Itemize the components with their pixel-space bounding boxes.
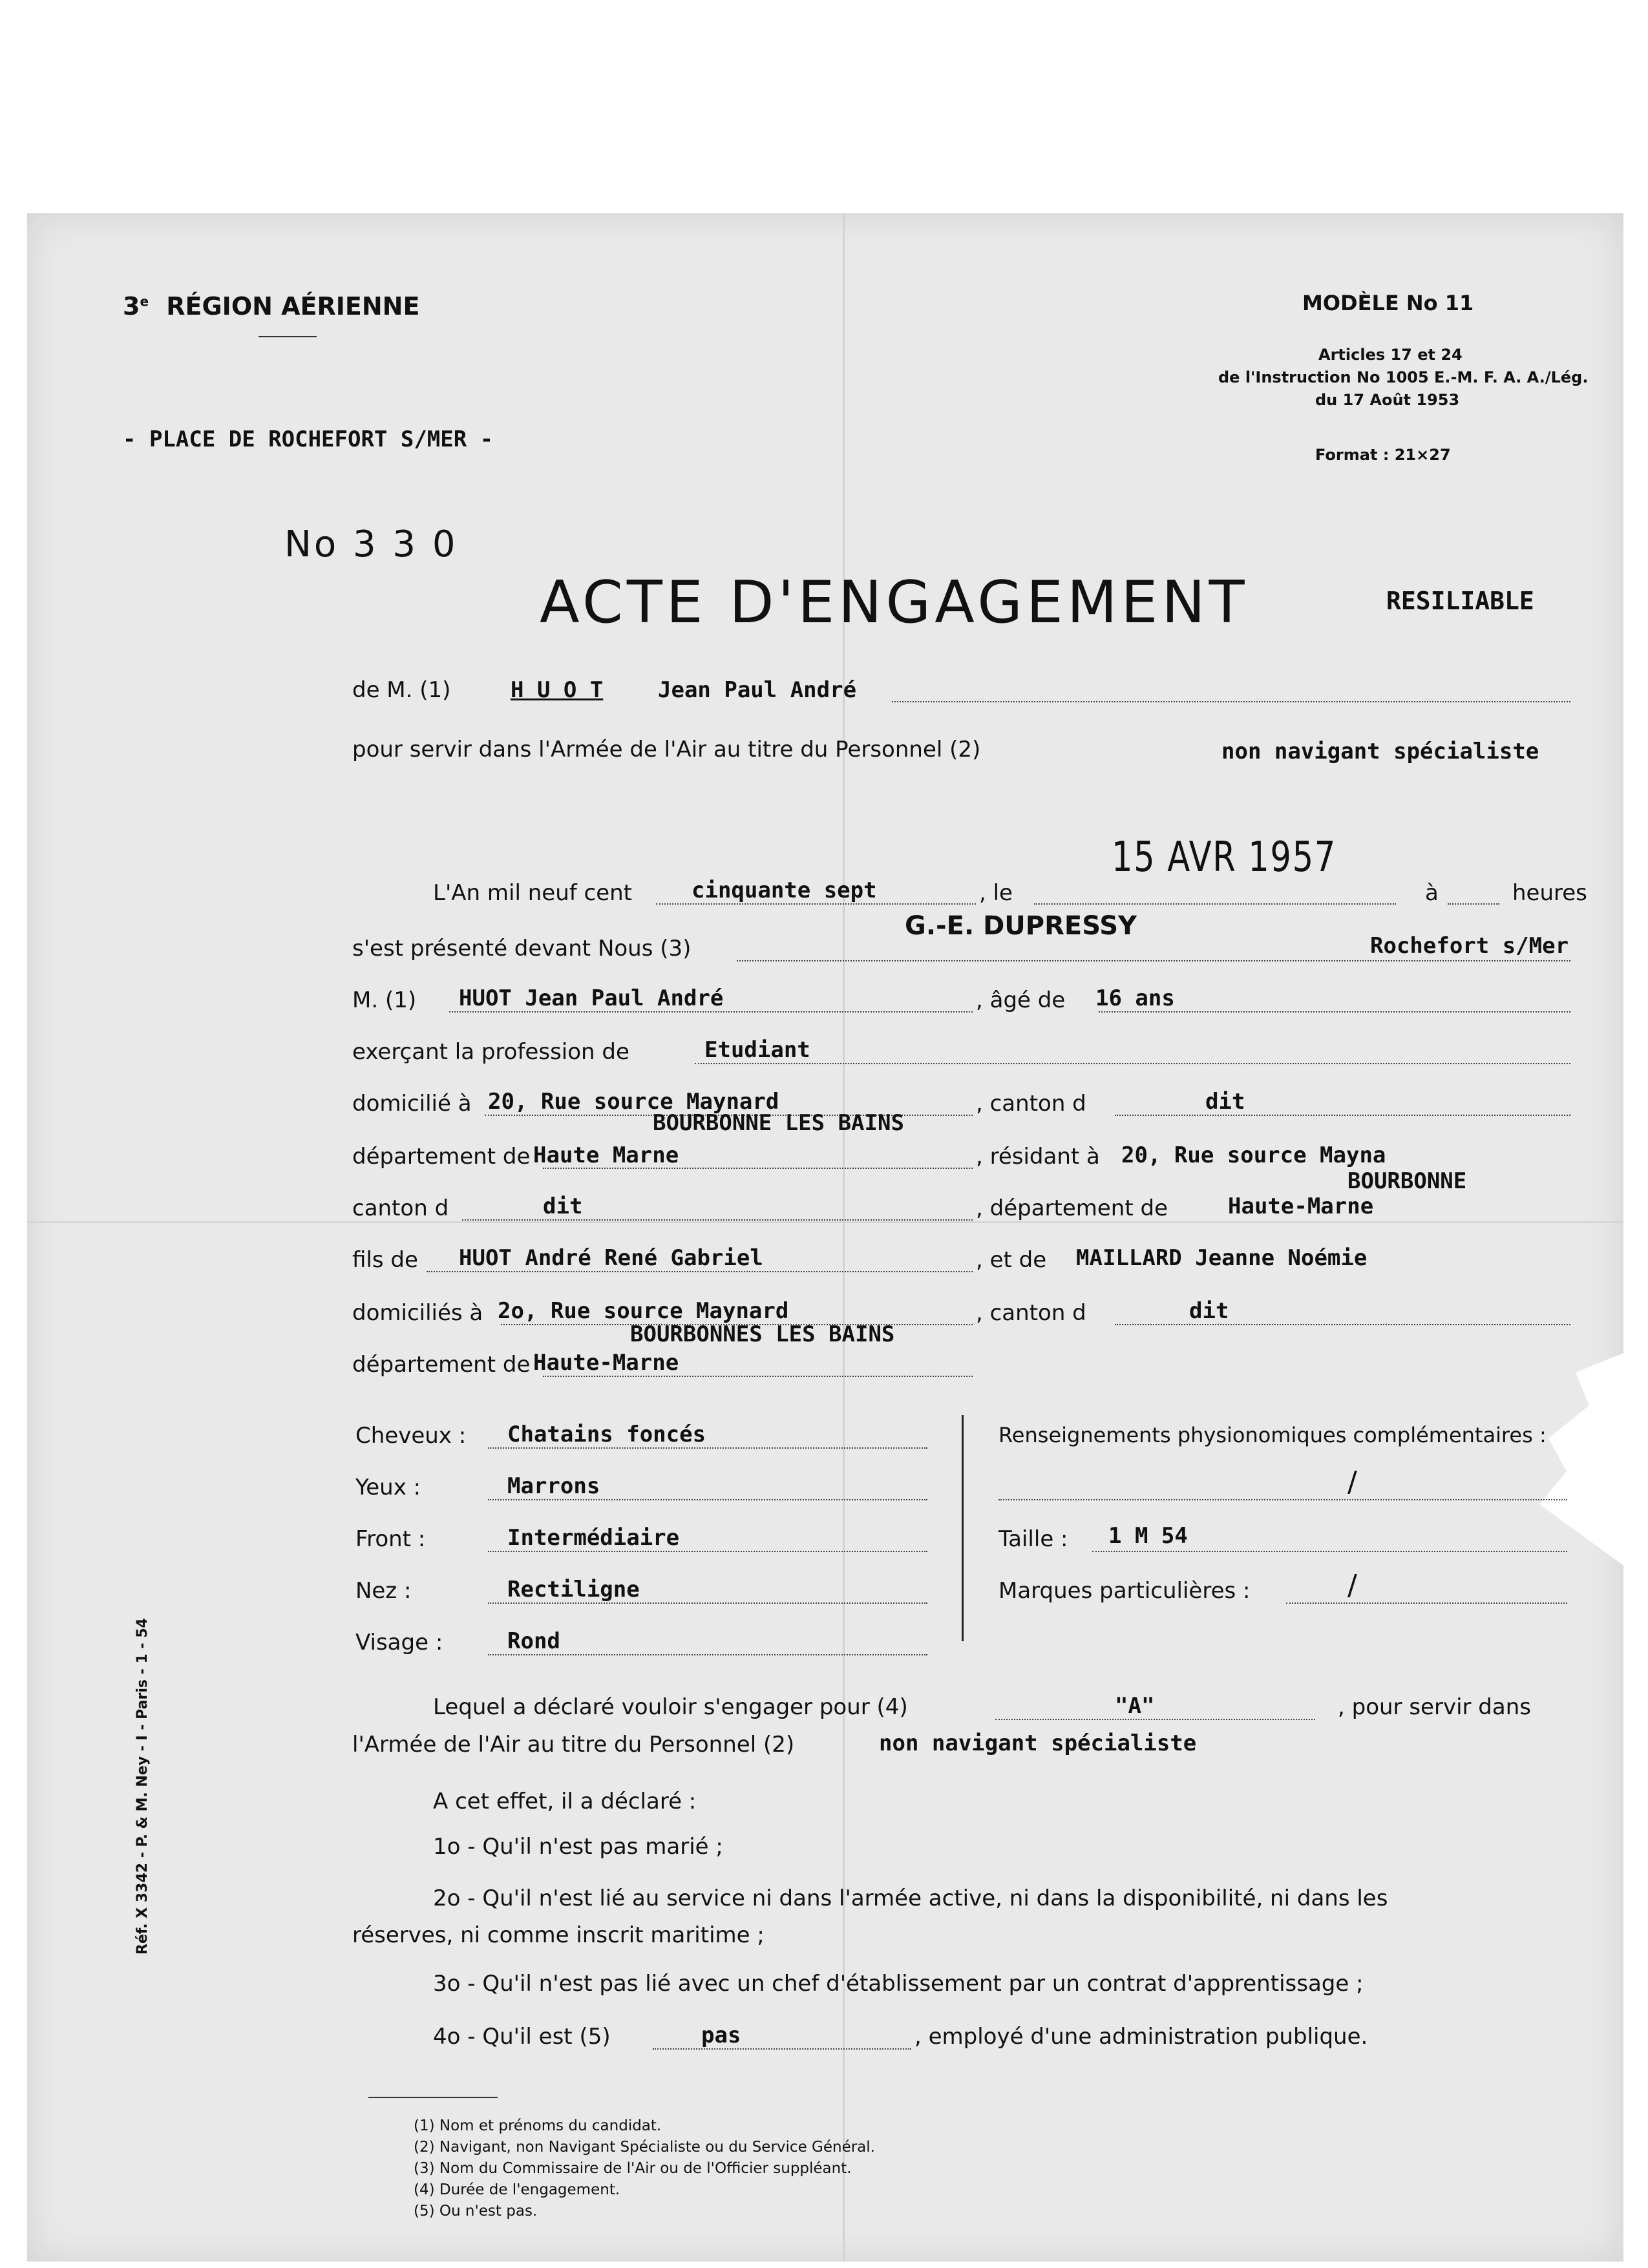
date-stamp: 15 AVR 1957	[1112, 834, 1336, 881]
residant-label: , résidant à	[976, 1144, 1100, 1170]
fold-vertical	[843, 213, 845, 2262]
dotted-line	[892, 701, 1570, 702]
column-divider	[962, 1415, 964, 1641]
format: Format : 21×27	[1315, 446, 1451, 464]
side-reference: Réf. X 3342 - P. & M. Ney - I - Paris - 1 - 54	[134, 1618, 151, 1955]
articles: Articles 17 et 24	[1318, 346, 1463, 364]
departement-label: département de	[352, 1352, 531, 1378]
canton-value: dit	[543, 1193, 583, 1219]
yeux-value: Marrons	[507, 1473, 600, 1499]
domicilies-value: 2o, Rue source Maynard	[498, 1298, 789, 1324]
marques-value: /	[1347, 1569, 1357, 1602]
visage-value: Rond	[507, 1628, 560, 1654]
dotted-line	[488, 1447, 927, 1449]
canton-value: dit	[1205, 1089, 1245, 1115]
domicile-label: domicilié à	[352, 1091, 472, 1117]
nez-value: Rectiligne	[507, 1577, 640, 1602]
departement-label: , département de	[976, 1195, 1168, 1221]
region-sup: e	[140, 293, 149, 310]
title-suffix: RESILIABLE	[1386, 587, 1534, 615]
dotted-line	[488, 1602, 927, 1604]
departement-value: Haute-Marne	[533, 1350, 679, 1376]
canton-label: , canton d	[976, 1300, 1086, 1326]
region-heading	[123, 292, 419, 320]
condition-2: 2o - Qu'il n'est lié au service ni dans l'armée active, ni dans la disponibilité, ni dans les	[433, 1885, 1388, 1911]
document-number: No 3 3 0	[284, 523, 458, 565]
footnote: (2) Navigant, non Navigant Spécialiste ou du Service Général.	[414, 2139, 875, 2156]
age-value: 16 ans	[1095, 985, 1175, 1011]
ville-value: BOURBONNE	[1347, 1168, 1467, 1194]
visage-label: Visage :	[355, 1630, 443, 1655]
m-label: M. (1)	[352, 987, 417, 1013]
dotted-line	[656, 903, 976, 905]
mother-name: MAILLARD Jeanne Noémie	[1076, 1245, 1368, 1271]
pour-servir-dans: , pour servir dans	[1338, 1694, 1531, 1720]
torn-edge	[1539, 1350, 1630, 1570]
renseignements-value: /	[1347, 1465, 1357, 1498]
effet-label: A cet effet, il a déclaré :	[433, 1789, 697, 1814]
region-underline	[259, 336, 317, 337]
domicilies-label: domiciliés à	[352, 1300, 483, 1326]
dotted-line	[998, 1499, 1567, 1500]
profession-label: exerçant la profession de	[352, 1039, 629, 1065]
dotted-line	[488, 1551, 927, 1552]
residant-value: 20, Rue source Mayna	[1121, 1142, 1386, 1168]
instruction-ref: de l'Instruction No 1005 E.-M. F. A. A./Lég.	[1218, 368, 1589, 386]
canton-label: , canton d	[976, 1091, 1086, 1117]
footnote: (4) Durée de l'engagement.	[414, 2181, 620, 2198]
departement-label: département de	[352, 1144, 531, 1170]
condition-4-label: 4o - Qu'il est (5)	[433, 2024, 611, 2050]
footnote: (5) Ou n'est pas.	[414, 2203, 538, 2220]
ville-value: BOURBONNE LES BAINS	[653, 1110, 904, 1136]
dotted-line	[427, 1271, 973, 1272]
dotted-line	[1448, 903, 1499, 905]
candidate-full-name: HUOT Jean Paul André	[459, 985, 724, 1011]
year-value: cinquante sept	[692, 877, 877, 903]
dotted-line	[449, 1011, 973, 1013]
condition-4-value: pas	[701, 2022, 741, 2048]
dotted-line	[1092, 1551, 1567, 1552]
front-value: Intermédiaire	[507, 1525, 680, 1551]
footnote: (3) Nom du Commissaire de l'Air ou de l'Officier suppléant.	[414, 2160, 852, 2177]
commissaire-name: G.-E. DUPRESSY	[905, 911, 1137, 941]
departement-value: Haute-Marne	[1228, 1193, 1374, 1219]
renseignements-label: Renseignements physionomiques complémentaires :	[998, 1423, 1547, 1447]
condition-2-cont: réserves, ni comme inscrit maritime ;	[352, 1922, 765, 1948]
dotted-line	[737, 960, 1570, 961]
domicile-value: 20, Rue source Maynard	[488, 1089, 779, 1115]
armee-label: l'Armée de l'Air au titre du Personnel (2)	[352, 1732, 795, 1758]
dotted-line	[653, 2048, 911, 2050]
duree-value: "A"	[1115, 1693, 1155, 1719]
fils-label: fils de	[352, 1247, 418, 1273]
dotted-line	[543, 1376, 973, 1377]
dotted-line	[995, 1719, 1315, 1720]
fold-horizontal	[27, 1221, 1623, 1223]
departement-value: Haute Marne	[533, 1142, 679, 1168]
canton-value: dit	[1189, 1298, 1229, 1324]
document-title: ACTE D'ENGAGEMENT	[540, 569, 1249, 636]
taille-value: 1 M 54	[1108, 1523, 1188, 1549]
region-number: 3	[123, 292, 140, 320]
father-name: HUOT André René Gabriel	[459, 1245, 763, 1271]
canton-label: canton d	[352, 1195, 449, 1221]
taille-label: Taille :	[998, 1526, 1068, 1552]
region-name: RÉGION AÉRIENNE	[166, 292, 420, 320]
dotted-line	[1034, 903, 1396, 905]
candidate-surname: H U O T	[511, 677, 604, 703]
nez-label: Nez :	[355, 1578, 412, 1604]
presente-label: s'est présenté devant Nous (3)	[352, 936, 692, 961]
dotted-line	[488, 1499, 927, 1500]
le-label: , le	[979, 880, 1013, 906]
age-label: , âgé de	[976, 987, 1066, 1013]
modele-number: MODÈLE No 11	[1302, 291, 1474, 315]
candidate-given-names: Jean Paul André	[658, 677, 857, 703]
footnote-rule	[368, 2097, 498, 2098]
declare-label: Lequel a déclaré vouloir s'engager pour (4)	[433, 1694, 908, 1720]
dotted-line	[695, 1063, 1570, 1064]
place-heading: - PLACE DE ROCHEFORT S/MER -	[123, 426, 494, 452]
condition-3: 3o - Qu'il n'est pas lié avec un chef d'établissement par un contrat d'apprentissage ;	[433, 1971, 1364, 1997]
cheveux-label: Cheveux :	[355, 1423, 467, 1449]
dotted-line	[1099, 1011, 1570, 1013]
marques-label: Marques particulières :	[998, 1578, 1251, 1604]
mere-label: , et de	[976, 1247, 1047, 1273]
profession-value: Etudiant	[704, 1037, 810, 1063]
cheveux-value: Chatains foncés	[507, 1422, 706, 1447]
dotted-line	[488, 1654, 927, 1655]
a-label: à	[1425, 880, 1439, 906]
condition-1: 1o - Qu'il n'est pas marié ;	[433, 1834, 723, 1860]
ville-value: BOURBONNES LES BAINS	[630, 1321, 895, 1347]
dotted-line	[1115, 1324, 1570, 1325]
front-label: Front :	[355, 1526, 426, 1552]
an-label: L'An mil neuf cent	[433, 880, 633, 906]
pour-servir-label: pour servir dans l'Armée de l'Air au titre du Personnel (2)	[352, 737, 981, 762]
dotted-line	[462, 1219, 973, 1221]
personnel-category: non navigant spécialiste	[1221, 739, 1539, 764]
yeux-label: Yeux :	[355, 1475, 421, 1500]
document-paper	[27, 213, 1623, 2262]
de-m-label: de M. (1)	[352, 677, 451, 703]
heures-label: heures	[1512, 880, 1587, 906]
lieu: Rochefort s/Mer	[1370, 933, 1569, 959]
dotted-line	[1115, 1115, 1570, 1116]
condition-4-suffix: , employé d'une administration publique.	[914, 2024, 1368, 2050]
instruction-date: du 17 Août 1953	[1315, 391, 1460, 409]
footnote: (1) Nom et prénoms du candidat.	[414, 2117, 662, 2134]
dotted-line	[1286, 1602, 1567, 1604]
personnel-value: non navigant spécialiste	[879, 1730, 1197, 1756]
